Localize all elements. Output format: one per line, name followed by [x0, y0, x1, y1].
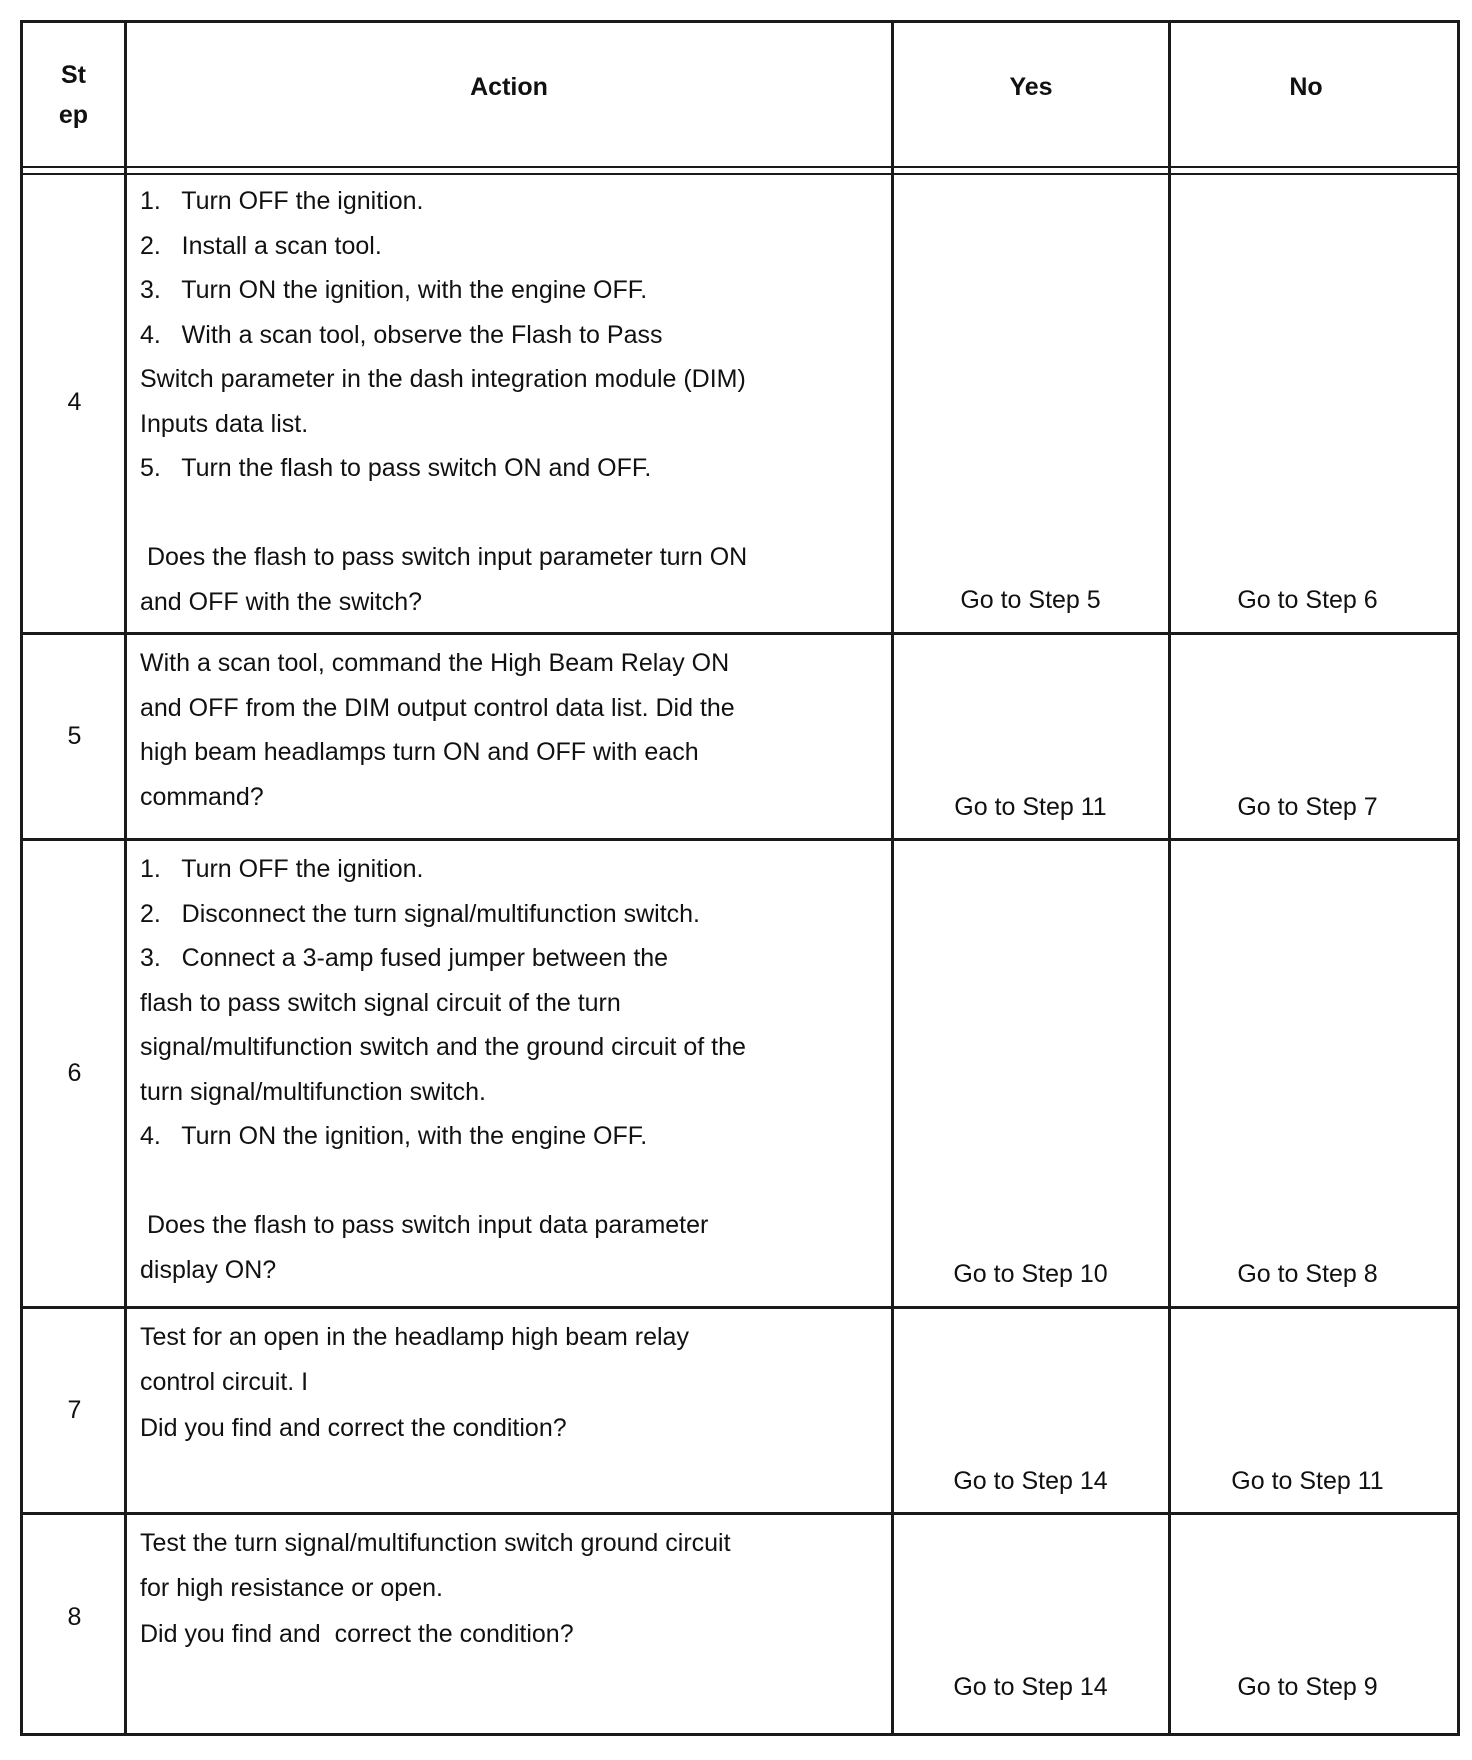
header-action: Action [470, 73, 548, 101]
action-line: for high resistance or open. [140, 1573, 443, 1602]
header-no: No [1289, 73, 1323, 101]
action-line: Inputs data list. [140, 409, 309, 438]
yes-result: Go to Step 11 [954, 793, 1107, 821]
step-number: 6 [67, 1059, 82, 1087]
action-line: 1. Turn OFF the ignition. [140, 187, 424, 215]
no-result: Go to Step 11 [1231, 1467, 1384, 1495]
header-step-line2: ep [58, 100, 89, 129]
header-step-line1: St [61, 60, 86, 89]
action-text [140, 173, 900, 624]
no-result: Go to Step 6 [1237, 586, 1378, 614]
action-line: and OFF with the switch? [140, 587, 423, 616]
step-number: 8 [67, 1603, 82, 1631]
action-line: high beam headlamps turn ON and OFF with each [140, 738, 699, 766]
step-number: 7 [67, 1396, 82, 1424]
action-line: 3. Connect a 3-amp fused jumper between the [140, 944, 669, 972]
action-line: 3. Turn ON the ignition, with the engine OFF. [140, 276, 648, 304]
no-result: Go to Step 8 [1237, 1260, 1378, 1288]
action-line: Test for an open in the headlamp high beam relay [140, 1323, 689, 1351]
yes-result: Go to Step 14 [953, 1673, 1108, 1701]
action-line: turn signal/multifunction switch. [140, 1077, 486, 1106]
header-step [23, 23, 124, 166]
action-line: control circuit. I [140, 1367, 309, 1396]
action-line [140, 1159, 900, 1204]
action-line: 1. Turn OFF the ignition. [140, 855, 424, 883]
step-number: 4 [67, 388, 82, 416]
action-line: Does the flash to pass switch input data parameter [140, 1211, 709, 1239]
action-text [140, 635, 900, 819]
action-line: 4. With a scan tool, observe the Flash to Pass [140, 320, 663, 349]
action-line: 2. Disconnect the turn signal/multifunction switch. [140, 899, 700, 928]
action-line: Does the flash to pass switch input parameter turn ON [140, 543, 748, 571]
yes-result: Go to Step 10 [953, 1260, 1108, 1288]
action-text [140, 841, 900, 1292]
yes-result: Go to Step 14 [953, 1467, 1108, 1495]
action-line: and OFF from the DIM output control data list. Did the [140, 693, 735, 722]
no-result: Go to Step 9 [1237, 1673, 1378, 1701]
yes-result: Go to Step 5 [960, 586, 1101, 614]
action-line: signal/multifunction switch and the ground circuit of the [140, 1033, 746, 1061]
action-line: 2. Install a scan tool. [140, 231, 382, 260]
no-result: Go to Step 7 [1237, 793, 1378, 821]
action-text [140, 1515, 900, 1657]
action-line: Did you find and correct the condition? [140, 1414, 567, 1442]
action-line: 5. Turn the flash to pass switch ON and OFF. [140, 454, 652, 482]
header-yes: Yes [1009, 73, 1053, 101]
action-line: Switch parameter in the dash integration module (DIM) [140, 365, 746, 393]
action-line: display ON? [140, 1255, 277, 1284]
diagnostic-table [20, 20, 1460, 1736]
action-line: With a scan tool, command the High Beam Relay ON [140, 649, 730, 677]
action-line: Test the turn signal/multifunction switch ground circuit [140, 1529, 731, 1557]
step-number: 5 [67, 722, 82, 750]
action-line: command? [140, 782, 264, 811]
action-line: flash to pass switch signal circuit of the turn [140, 988, 621, 1017]
action-line [140, 491, 900, 536]
action-line: 4. Turn ON the ignition, with the engine OFF. [140, 1122, 648, 1150]
action-text [140, 1309, 900, 1451]
action-line: Did you find and correct the condition? [140, 1620, 574, 1648]
